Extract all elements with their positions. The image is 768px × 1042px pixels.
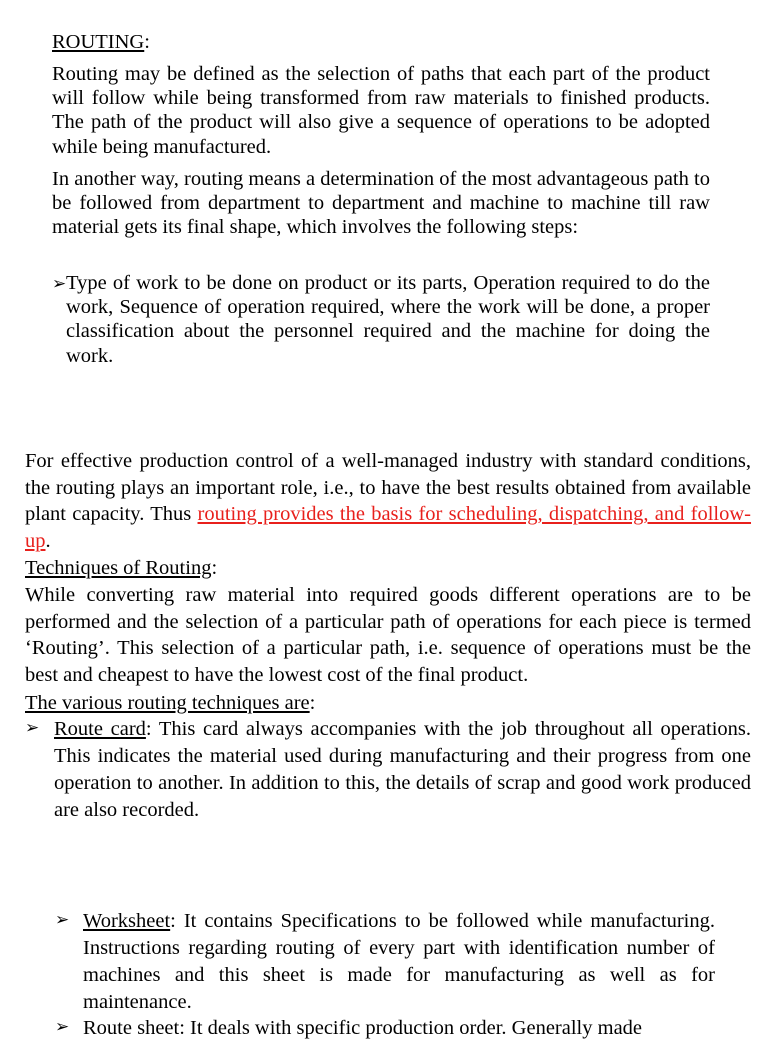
various-techniques-heading-colon: : — [309, 692, 316, 714]
route-card-term: Route card — [54, 718, 146, 740]
techniques-heading — [25, 555, 751, 582]
arrow-bullet-icon: ➢ — [52, 274, 67, 294]
route-card-bullet — [25, 716, 751, 824]
routing-heading — [52, 30, 712, 54]
production-control-text: For effective production control of a well-managed industry with standard conditions, the routing plays an important role, i.e., to have the best results obtained from available plant capacity. Thus — [25, 450, 751, 526]
routing-steps-text — [52, 271, 710, 368]
various-techniques-heading — [25, 690, 751, 717]
routing-steps-bullet-text: Type of work to be done on product or its parts, Operation required to do the work, Sequence of operation required, where the work will be done, a proper classification about the personnel required and the machine for doing the work. — [66, 272, 710, 367]
routing-paragraph-2: In another way, routing means a determination of the most advantageous path to be followed from department to department and machine to machine till raw material gets its final shape, which involves the following steps: — [52, 168, 710, 239]
production-control-paragraph — [25, 448, 751, 554]
worksheet-text — [55, 908, 715, 1016]
route-sheet-text: Route sheet: It deals with specific production order. Generally made — [83, 1017, 643, 1039]
arrow-bullet-icon: ➢ — [55, 910, 70, 930]
route-card-description: : This card always accompanies with the job throughout all operations. This indicates the material used during manufacturing and their progress from one operation to another. In addition to this, the details of scrap and good work produced are also recorded. — [54, 718, 751, 821]
routing-paragraph-1: Routing may be defined as the selection of paths that each part of the product will follow while being transformed from raw materials to finished products. The path of the product will also give a sequence of operations to be adopted while being manufactured. — [52, 63, 710, 158]
arrow-bullet-icon: ➢ — [55, 1017, 70, 1037]
techniques-paragraph: While converting raw material into required goods different operations are to be performed and the selection of a particular path of operations for each piece is termed ‘Routing’. This selection of a particular path, i.e. sequence of operations must be the best and cheapest to have the lowest cost of the final product. — [25, 584, 751, 686]
route-card-text — [25, 716, 751, 824]
routing-heading-text: ROUTING — [52, 31, 145, 53]
worksheet-term: Worksheet — [83, 910, 171, 932]
various-techniques-heading-text: The various routing techniques are — [25, 692, 310, 714]
worksheet-bullet — [55, 908, 715, 1016]
routing-steps-bullet — [52, 271, 710, 368]
route-sheet-bullet-partial — [55, 1015, 715, 1042]
techniques-heading-text: Techniques of Routing — [25, 557, 212, 579]
techniques-heading-colon: : — [211, 557, 218, 579]
routing-basis-highlight: routing provides the basis for scheduling, dispatching, and follow-up — [25, 503, 752, 552]
worksheet-description: : It contains Specifications to be followed while manufacturing. Instructions regarding routing of every part with identification number of machines and this sheet is made for manufacturing as well as for maintenance. — [83, 910, 715, 1013]
arrow-bullet-icon: ➢ — [25, 718, 40, 738]
routing-heading-colon: : — [144, 31, 150, 53]
production-control-period: . — [45, 529, 51, 552]
